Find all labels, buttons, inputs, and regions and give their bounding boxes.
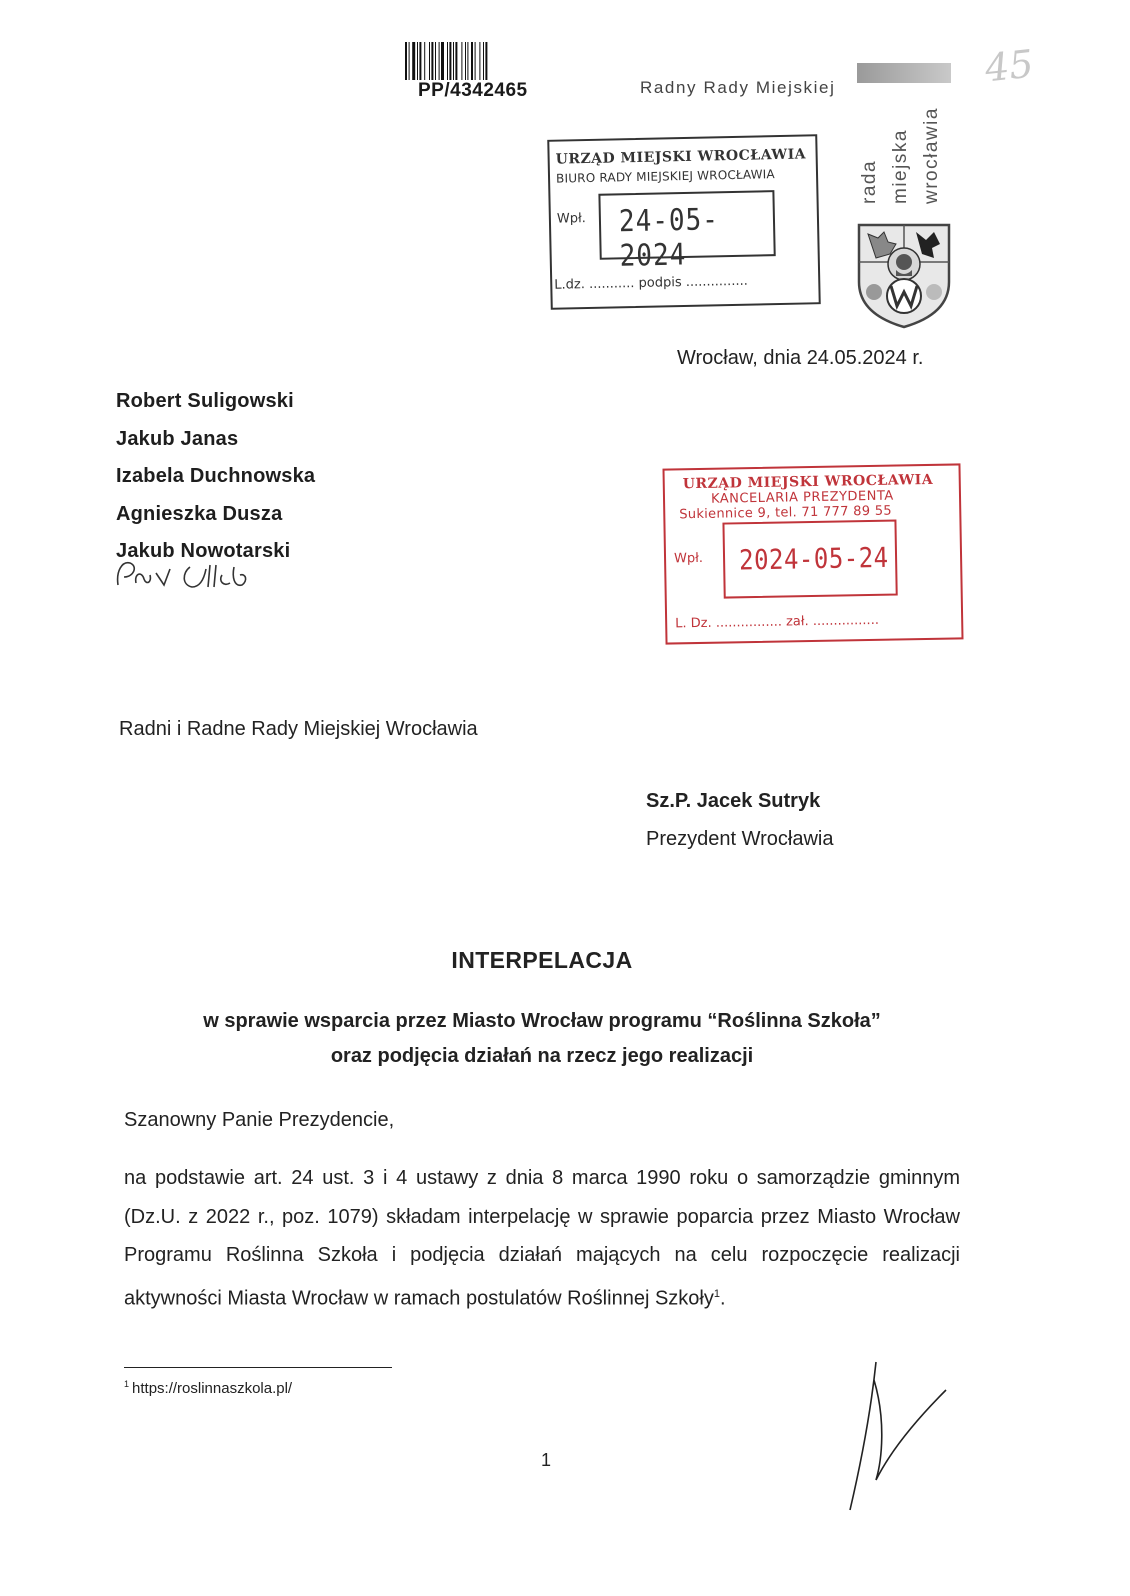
barcode-bar bbox=[471, 42, 473, 80]
recipient-title: Prezydent Wrocławia bbox=[646, 828, 834, 850]
stamp-rada-line1: URZĄD MIEJSKI WROCŁAWIA bbox=[555, 146, 807, 168]
stamp-kancelaria-date: 2024-05-24 bbox=[738, 541, 889, 577]
signatory: Agnieszka Dusza bbox=[116, 502, 283, 525]
barcode-bar bbox=[461, 42, 462, 80]
stamp-rada-date-box bbox=[598, 190, 775, 274]
stamp-rada-wpl-label: Wpł. bbox=[556, 211, 587, 227]
barcode-bar bbox=[453, 42, 454, 80]
barcode-bar bbox=[424, 42, 425, 80]
barcode-bar bbox=[455, 42, 457, 80]
page-number: 1 bbox=[541, 1450, 552, 1470]
handwritten-signature bbox=[846, 1360, 966, 1520]
document-subtitle-line1: w sprawie wsparcia przez Miasto Wrocław programu “Roślinna Szkoła” bbox=[203, 1010, 881, 1032]
logo-bar bbox=[857, 63, 951, 83]
body-paragraph: na podstawie art. 24 ust. 3 i 4 ustawy z dnia 8 marca 1990 roku o samorządzie gminnym (Dz.U. z 2022 r., poz. 1079) składam interpelację w sprawie poparcia przez Miasto Wrocław Programu Roślinna Szkoła i podjęcia działań mających na celu rozpoczęcie realizacji aktywności Miasta Wrocław w ramach postulatów Roślinnej Szkoły$^1$. bbox=[124, 1167, 960, 1310]
barcode-number: PP/4342465 bbox=[418, 80, 528, 101]
barcode-bar bbox=[465, 42, 466, 80]
handwritten-number: 45 bbox=[982, 41, 1036, 91]
barcode-bar bbox=[419, 42, 421, 80]
stamp-city-council-office bbox=[547, 134, 821, 310]
barcode-bar bbox=[435, 42, 436, 80]
signatories-list bbox=[116, 383, 315, 571]
body-text: na podstawie art. 24 ust. 3 i 4 ustawy z dnia 8 marca 1990 roku o samorządzie gminnym (Dz.U. z 2022 r., poz. 1079) składam interpelację w sprawie poparcia przez Miasto Wrocław Programu Roślinna Szkoła i podjęcia działań mających na celu rozpoczęcie realizacji aktywności Miasta Wrocław w ramach postulatów Roślinnej Szkoły bbox=[124, 1167, 960, 1310]
coat-of-arms-icon bbox=[856, 222, 952, 330]
stamp-kancelaria-line2: KANCELARIA PREZYDENTA bbox=[710, 488, 894, 507]
barcode-bar bbox=[483, 42, 484, 80]
footnote bbox=[124, 1379, 292, 1397]
barcode-bar bbox=[439, 42, 440, 80]
stamp-kancelaria-wpl-label: Wpł. bbox=[673, 550, 704, 567]
signatory: Jakub Janas bbox=[116, 427, 239, 450]
barcode-bar bbox=[405, 42, 407, 80]
stamp-kancelaria-line3: Sukiennice 9, tel. 71 777 89 55 bbox=[679, 503, 893, 523]
council-logo-text bbox=[857, 92, 951, 204]
barcode-bar bbox=[417, 42, 418, 80]
stamp-kancelaria-line1: URZĄD MIEJSKI WROCŁAWIA bbox=[682, 471, 934, 493]
barcode-bar bbox=[467, 42, 468, 80]
footnote-reference: 1 bbox=[713, 1287, 720, 1300]
sender: Radni i Radne Rady Miejskiej Wrocławia bbox=[119, 718, 478, 740]
logo-text-wroclawia: wrocławia bbox=[921, 107, 942, 204]
barcode-bar bbox=[447, 42, 448, 80]
signatory: Robert Suligowski bbox=[116, 390, 294, 412]
recipient-name: Sz.P. Jacek Sutryk bbox=[646, 790, 821, 812]
barcode-bar bbox=[412, 42, 415, 80]
handwritten-initials bbox=[112, 557, 272, 593]
councillor-label: Radny Rady Miejskiej bbox=[640, 78, 836, 97]
barcode-bar bbox=[431, 42, 433, 80]
stamp-kancelaria-date-box bbox=[722, 520, 897, 599]
barcode bbox=[405, 42, 555, 80]
stamp-rada-line2: BIURO RADY MIEJSKIEJ WROCŁAWIA bbox=[555, 167, 776, 186]
stamp-president-office bbox=[662, 463, 963, 644]
barcode-bar bbox=[475, 42, 476, 80]
footnote-marker: 1 bbox=[124, 1379, 130, 1389]
logo-text-rada: rada bbox=[859, 159, 880, 204]
footnote-link[interactable]: https://roslinnaszkola.pl/ bbox=[132, 1380, 293, 1397]
logo-text-miejska: miejska bbox=[890, 129, 911, 204]
barcode-bar bbox=[449, 42, 451, 80]
stamp-rada-ldz-line: L.dz. ........... podpis ............... bbox=[554, 273, 748, 293]
document-date: Wrocław, dnia 24.05.2024 r. bbox=[677, 347, 924, 369]
barcode-bar bbox=[441, 42, 444, 80]
salutation: Szanowny Panie Prezydencie, bbox=[124, 1109, 395, 1131]
footnote-divider bbox=[124, 1367, 392, 1368]
barcode-bar bbox=[429, 42, 430, 80]
signatory: Jakub Nowotarski bbox=[116, 540, 291, 562]
stamp-kancelaria-ldz-line: L. Dz. ................ zał. ................ bbox=[675, 612, 880, 632]
document-subtitle-line2: oraz podjęcia działań na rzecz jego realizacji bbox=[330, 1045, 754, 1067]
barcode-bar bbox=[479, 42, 480, 80]
stamp-rada-date: 24-05-2024 bbox=[618, 202, 720, 274]
barcode-bar bbox=[485, 42, 487, 80]
document-title: INTERPELACJA bbox=[451, 947, 633, 973]
barcode-bar bbox=[409, 42, 410, 80]
signatory: Izabela Duchnowska bbox=[116, 465, 316, 487]
